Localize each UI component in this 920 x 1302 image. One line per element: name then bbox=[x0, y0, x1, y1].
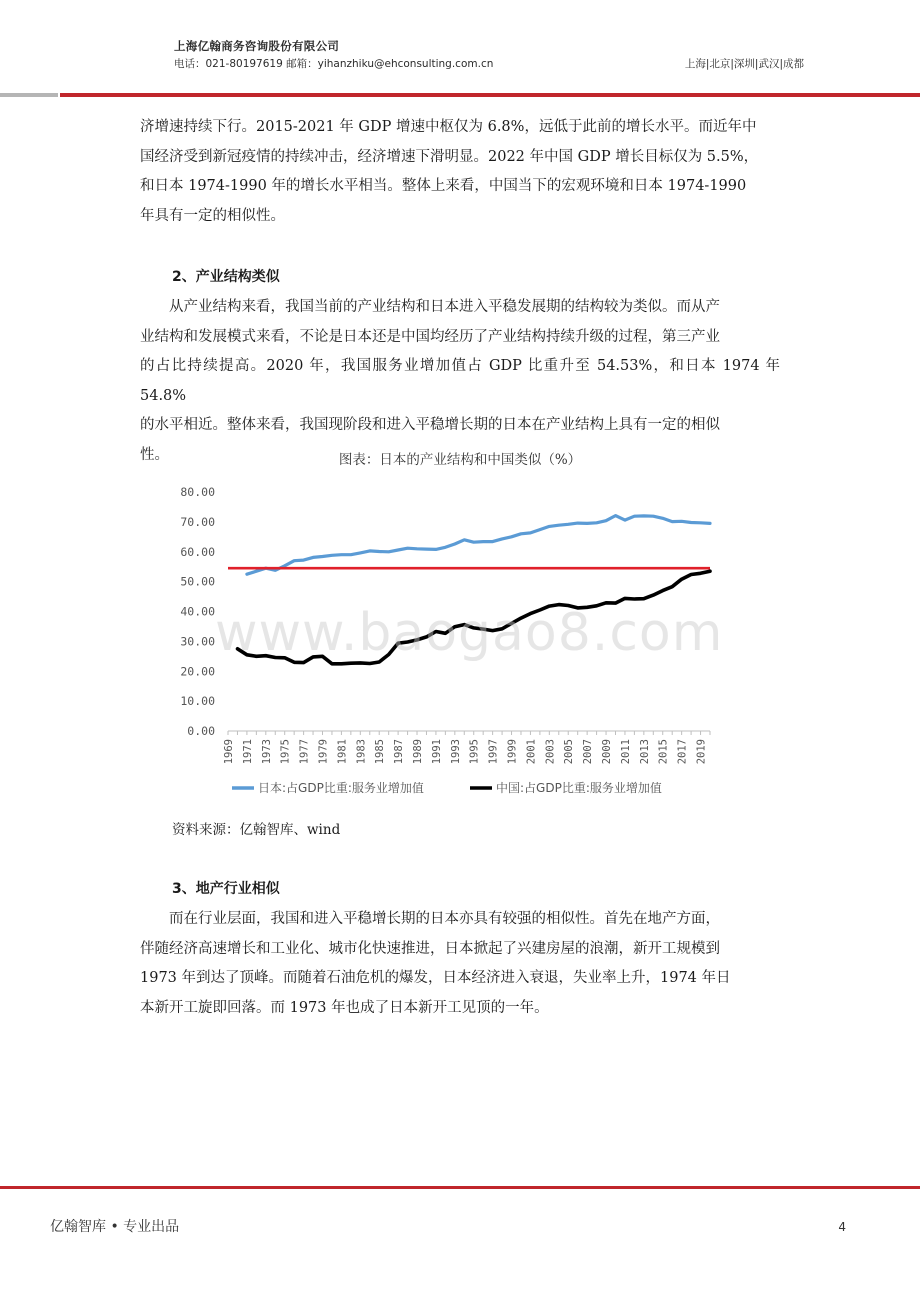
y-tick-label: 70.00 bbox=[180, 514, 215, 529]
x-tick-label: 1985 bbox=[374, 739, 387, 765]
section3-line: 伴随经济高速增长和工业化、城市化快速推进，日本掀起了兴建房屋的浪潮，新开工规模到 bbox=[140, 940, 720, 957]
x-tick-label: 1995 bbox=[468, 739, 481, 765]
header-divider-red bbox=[60, 93, 920, 97]
x-tick-label: 1973 bbox=[260, 739, 273, 765]
watermark-text: www.baogao8.com bbox=[215, 603, 724, 663]
x-tick-label: 1971 bbox=[241, 739, 254, 765]
x-tick-label: 2019 bbox=[695, 739, 708, 765]
section3-heading: 3、地产行业相似 bbox=[172, 881, 280, 897]
x-tick-label: 2005 bbox=[563, 739, 576, 765]
chart-source: 资料来源：亿翰智库、wind bbox=[172, 822, 341, 838]
x-tick-label: 1993 bbox=[449, 739, 462, 765]
section3-line: 本新开工旋即回落。而 1973 年也成了日本新开工见顶的一年。 bbox=[140, 999, 549, 1016]
header-cities: 上海|北京|深圳|武汉|成都 bbox=[684, 58, 804, 70]
section2-line: 性。 bbox=[140, 446, 169, 463]
header-company-name: 上海亿翰商务咨询股份有限公司 bbox=[174, 39, 340, 53]
x-tick-label: 2017 bbox=[676, 739, 689, 765]
section3-line: 1973 年到达了顶峰。而随着石油危机的爆发，日本经济进入衰退，失业率上升，1974 年日 bbox=[140, 970, 731, 986]
header-contact: 电话：021-80197619 邮箱：yihanzhiku@ehconsulting.com.cn bbox=[174, 58, 494, 70]
intro-paragraph bbox=[140, 113, 780, 231]
x-tick-label: 2001 bbox=[525, 739, 538, 765]
y-tick-label: 10.00 bbox=[180, 694, 215, 709]
x-tick-label: 2013 bbox=[638, 739, 651, 765]
x-tick-label: 1981 bbox=[336, 739, 349, 765]
section2-line: 业结构和发展模式来看，不论是日本还是中国均经历了产业结构持续升级的过程，第三产业 bbox=[140, 328, 720, 345]
y-tick-label: 30.00 bbox=[180, 634, 215, 649]
section2-line: 从产业结构来看，我国当前的产业结构和日本进入平稳发展期的结构较为类似。而从产 bbox=[140, 299, 720, 315]
chart-title: 图表：日本的产业结构和中国类似（%） bbox=[338, 452, 582, 468]
x-tick-label: 1975 bbox=[279, 739, 292, 765]
legend-label: 日本:占GDP比重:服务业增加值 bbox=[258, 781, 424, 795]
y-tick-label: 60.00 bbox=[180, 544, 215, 559]
x-tick-label: 1987 bbox=[393, 739, 406, 765]
legend-label: 中国:占GDP比重:服务业增加值 bbox=[496, 781, 662, 795]
section3-paragraph bbox=[140, 905, 780, 1023]
intro-line: 济增速持续下行。2015-2021 年 GDP 增速中枢仅为 6.8%，远低于此前的增长水平。而近年中 bbox=[140, 119, 757, 135]
x-tick-label: 2007 bbox=[582, 739, 595, 765]
y-tick-label: 80.00 bbox=[180, 485, 215, 499]
x-tick-label: 1989 bbox=[412, 739, 425, 765]
section3-line: 而在行业层面，我国和进入平稳增长期的日本亦具有较强的相似性。首先在地产方面， bbox=[140, 911, 720, 927]
x-tick-label: 2003 bbox=[544, 739, 557, 765]
y-tick-label: 20.00 bbox=[180, 664, 215, 679]
x-tick-label: 2011 bbox=[619, 739, 632, 765]
x-tick-label: 1991 bbox=[430, 739, 443, 765]
x-tick-label: 1999 bbox=[506, 739, 519, 765]
header-divider-gray bbox=[0, 93, 58, 97]
intro-line: 国经济受到新冠疫情的持续冲击，经济增速下滑明显。2022 年中国 GDP 增长目标仅为 5.5%， bbox=[140, 148, 759, 165]
y-tick-label: 40.00 bbox=[180, 604, 215, 619]
x-tick-label: 2009 bbox=[601, 739, 614, 765]
x-tick-label: 1983 bbox=[355, 739, 368, 765]
page-number: 4 bbox=[838, 1220, 846, 1234]
x-tick-label: 1979 bbox=[317, 739, 330, 765]
section2-line: 的水平相近。整体来看，我国现阶段和进入平稳增长期的日本在产业结构上具有一定的相似 bbox=[140, 417, 720, 433]
x-tick-label: 1977 bbox=[298, 739, 311, 765]
series-line-japan bbox=[247, 516, 710, 575]
section2-heading: 2、产业结构类似 bbox=[172, 269, 280, 285]
y-tick-label: 0.00 bbox=[187, 724, 215, 738]
x-tick-label: 1997 bbox=[487, 739, 500, 765]
footer-brand: 亿翰智库 • 专业出品 bbox=[50, 1219, 180, 1235]
footer-divider bbox=[0, 1186, 920, 1189]
x-tick-label: 2015 bbox=[657, 739, 670, 765]
y-tick-label: 50.00 bbox=[180, 574, 215, 589]
intro-line: 和日本 1974-1990 年的增长水平相当。整体上来看，中国当下的宏观环境和日本 1974-1990 bbox=[140, 178, 747, 194]
x-tick-label: 1969 bbox=[223, 739, 235, 765]
section2-line: 的占比持续提高。2020 年，我国服务业增加值占 GDP 比重升至 54.53%，和日本 1974 年 54.8% bbox=[140, 358, 780, 404]
section2-paragraph bbox=[140, 293, 780, 470]
intro-line: 年具有一定的相似性。 bbox=[140, 207, 285, 224]
